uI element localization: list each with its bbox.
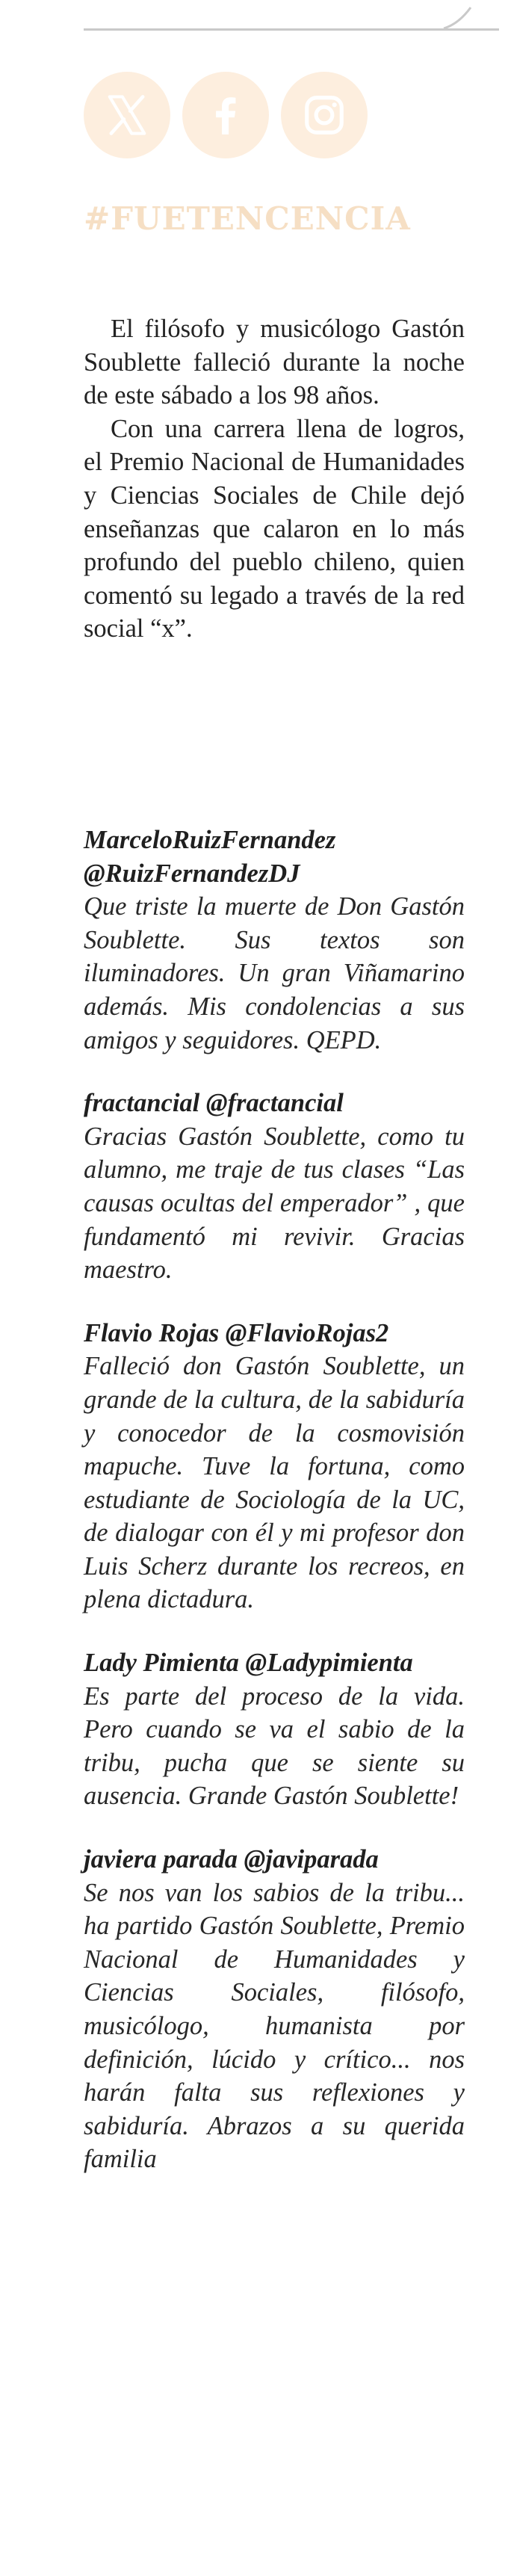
x-share-button[interactable] [84, 72, 170, 158]
x-icon [104, 92, 150, 138]
tweet-author: Flavio Rojas @FlavioRojas2 [84, 1318, 389, 1347]
tweet-author: fractancial @fractancial [84, 1089, 344, 1118]
top-divider [84, 28, 499, 31]
article-paragraph: Con una carrera llena de logros, el Premio Nacional de Humanidades y Ciencias Sociales de Chile dejó enseñanzas que calaron en lo más profundo del pueblo chileno, quien comentó su legado a través de la red social “x”. [84, 414, 465, 643]
decorative-curve [442, 6, 472, 28]
tweet-text: Se nos van los sabios de la tribu... ha partido Gastón Soublette, Premio Nacional de Humanidades y Ciencias Sociales, filósofo, musicólogo, humanista por definición, lúcido y crítico... nos harán falta sus reflexiones y sabiduría. Abrazos a su querida familia [84, 1878, 465, 2174]
tweet-text: Que triste la muerte de Don Gastón Soublette. Sus textos son iluminadores. Un gran Viñamarino además. Mis condolencias a sus amigos y seguidores. QEPD. [84, 892, 465, 1054]
tweet-text: Falleció don Gastón Soublette, un grande de la cultura, de la sabiduría y conocedor de la cosmovisión mapuche. Tuve la fortuna, como estudiante de Sociología de la UC, de dialogar con él y mi profesor don Luis Scherz durante los recreos, en plena dictadura. [84, 1352, 465, 1614]
article-body [84, 312, 465, 646]
social-share-bar [84, 72, 368, 158]
tweet-text: Es parte del proceso de la vida. Pero cuando se va el sabio de la tribu, pucha que se siente su ausencia. Grande Gastón Soublette! [84, 1681, 465, 1811]
tweet-item [84, 824, 465, 1057]
tweet-author: MarceloRuizFernandez @RuizFernandezDJ [84, 826, 336, 888]
facebook-icon [202, 92, 249, 138]
instagram-icon [301, 92, 347, 138]
tweet-item [84, 1646, 465, 1813]
facebook-share-button[interactable] [182, 72, 269, 158]
tweet-list [84, 824, 465, 2206]
tweet-author: Lady Pimienta @Ladypimienta [84, 1649, 413, 1678]
tweet-item [84, 1317, 465, 1616]
hashtag-heading: #FUETENCENCIA [84, 200, 411, 237]
tweet-author: javiera parada @javiparada [84, 1845, 379, 1874]
tweet-text: Gracias Gastón Soublette, como tu alumno, me traje de tus clases “Las causas ocultas del emperador” , que fundamentó mi revivir. Gracias maestro. [84, 1122, 465, 1285]
instagram-share-button[interactable] [281, 72, 368, 158]
article-paragraph: El filósofo y musicólogo Gastón Soublette falleció durante la noche de este sábado a los 98 años. [84, 315, 465, 410]
tweet-item [84, 1087, 465, 1287]
tweet-item [84, 1843, 465, 2176]
